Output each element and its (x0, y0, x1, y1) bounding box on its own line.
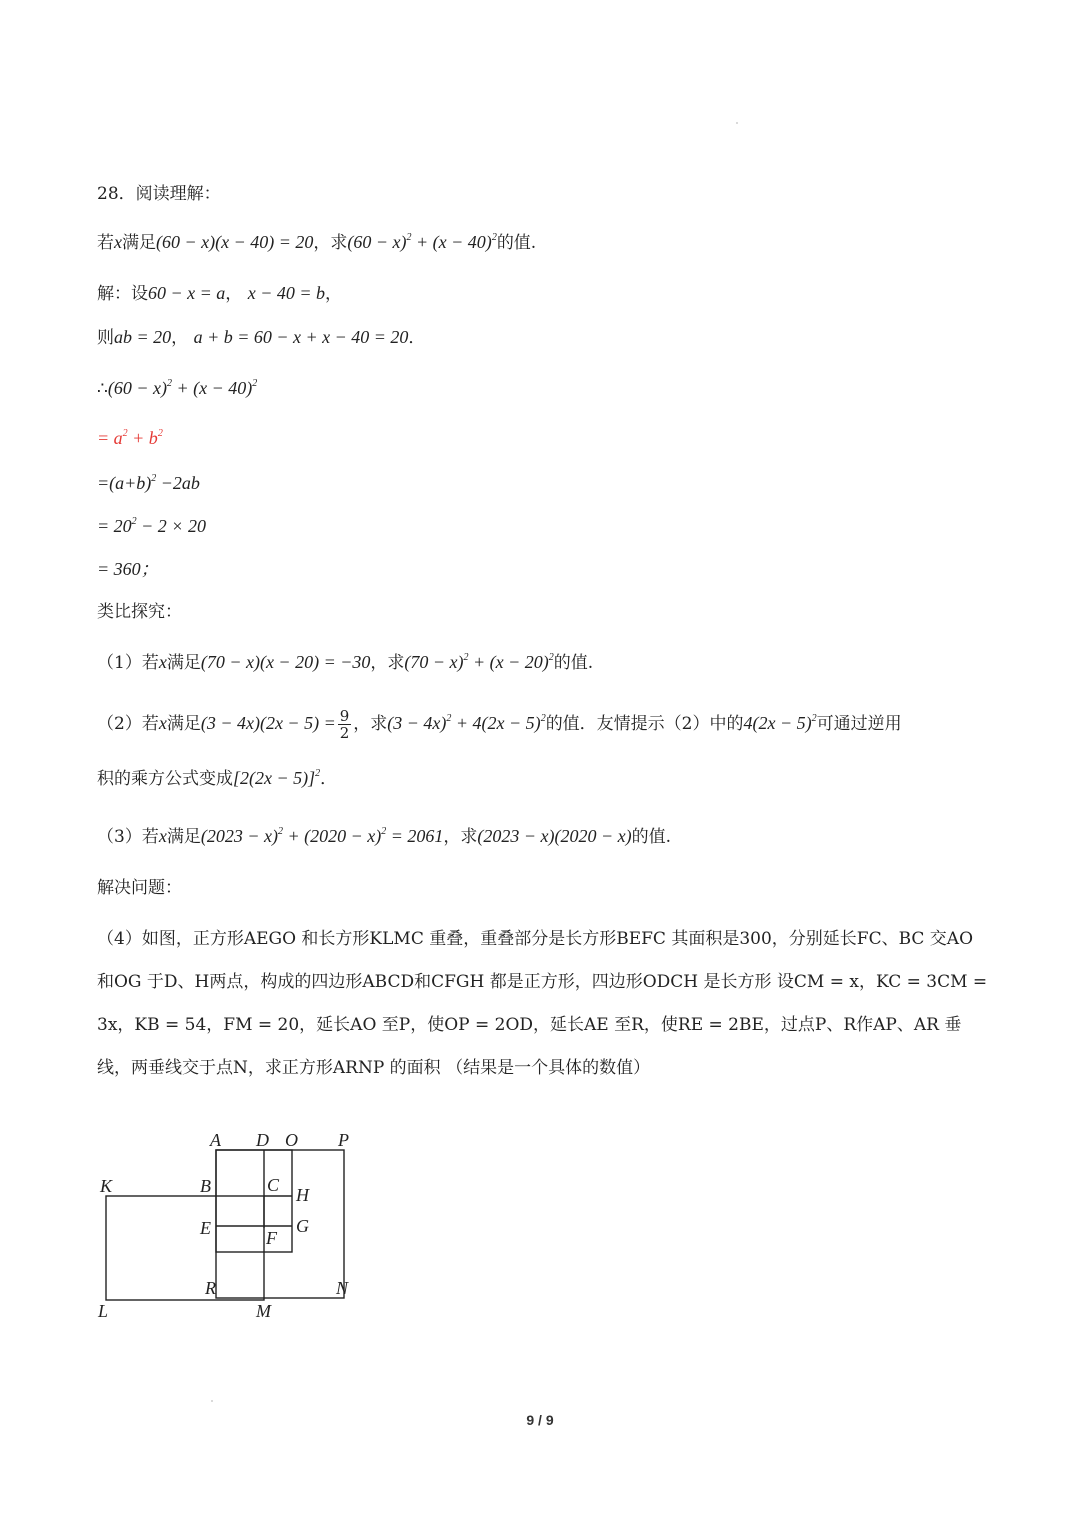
question-title-text: 28．阅读理解： (97, 184, 221, 204)
label-E: E (200, 1218, 211, 1238)
intro-equation: (60 − x)(x − 40) = 20 (156, 232, 314, 252)
solution-step-1: = $a^2 + b^2$ (97, 428, 163, 448)
page-number: 9 / 9 (526, 1412, 554, 1428)
label-O: O (285, 1130, 298, 1150)
solution-step-2: $=(a+b)^2 -2ab$ (97, 473, 200, 493)
solution-setup: 解：设60 − x = a， x − 40 = b， (97, 283, 342, 304)
label-B: B (200, 1176, 211, 1196)
geometry-figure (92, 1128, 392, 1328)
label-L: L (98, 1301, 109, 1321)
section-analogy: 类比探究： (97, 602, 182, 622)
intro-expression: $(60 - x)^2 + (x - 40)^2$ (347, 232, 497, 252)
problem-2-continued: 积的乘方公式变成$[2(2x - 5)]^2$． (97, 768, 338, 789)
problem-4: （4）如图，正方形AEGO 和长方形KLMC 重叠，重叠部分是长方形BEFC 其面积是300，分别延长FC、BC 交AO 和OG 于D、H两点，构成的四边形ABCD和CFGH 都是正方形，四边形ODCH 是长方形 设CM = x，KC = 3CM = 3x，KB = 54，FM = 20，延长AO 至P，使OP = 2OD，延长AE 至R，使RE = 2BE，过点P、R作AP、AR 垂线，两垂线交于点N，求正方形ARNP 的面积 （结果是一个具体的数值） (97, 929, 988, 1078)
solution-then: 则ab = 20， a + b = 60 − x + x − 40 = 20． (97, 327, 426, 348)
label-A: A (210, 1130, 221, 1150)
label-C: C (267, 1175, 280, 1195)
fraction-nine-halves: $\frac{9}{2}$ (339, 707, 350, 742)
scan-speck (211, 1400, 213, 1402)
solution-therefore: ∴(60 − $x)^2 + (x - 40)^2$ (97, 378, 258, 399)
label-R: R (205, 1278, 216, 1298)
problem-2: （2）若x满足(3 − 4x)(2x − 5) = $\frac{9}{2}$ ，求$(3 - 4x)^2 + 4(2x - 5)^2$的值．友情提示（2）中的$4(2x - 5)^2$可通过逆用 (97, 707, 902, 742)
label-K: K (100, 1176, 113, 1196)
intro-line: 若x满足(60 − x)(x − 40) = 20，求$(60 - x)^2 + (x - 40)^2$的值. (97, 232, 537, 253)
label-M: M (256, 1301, 271, 1321)
question-title (97, 182, 1020, 206)
problem-3: （3）若x满足$(2023 - x)^2 + (2020 - x)^2 = 2061$，求(2023 − x)(2020 − x)的值. (97, 826, 672, 847)
square-ARNP (216, 1150, 344, 1298)
label-H: H (296, 1185, 309, 1205)
label-N: N (336, 1278, 349, 1298)
label-P: P (338, 1130, 349, 1150)
scan-speck (736, 122, 738, 124)
label-G: G (296, 1216, 309, 1236)
square-AEGO (216, 1150, 292, 1252)
label-D: D (256, 1130, 269, 1150)
rect-KLMC (106, 1196, 264, 1300)
problem-1: （1）若x满足(70 − x)(x − 20) = −30，求$(70 - x)^2 + (x - 20)^2$的值. (97, 652, 594, 673)
solution-step-3: = $20^2 - 2 \times 20$ (97, 516, 206, 536)
label-F: F (266, 1228, 277, 1248)
solution-step-4: = 360； (97, 559, 159, 579)
section-solve: 解决问题： (97, 878, 182, 898)
